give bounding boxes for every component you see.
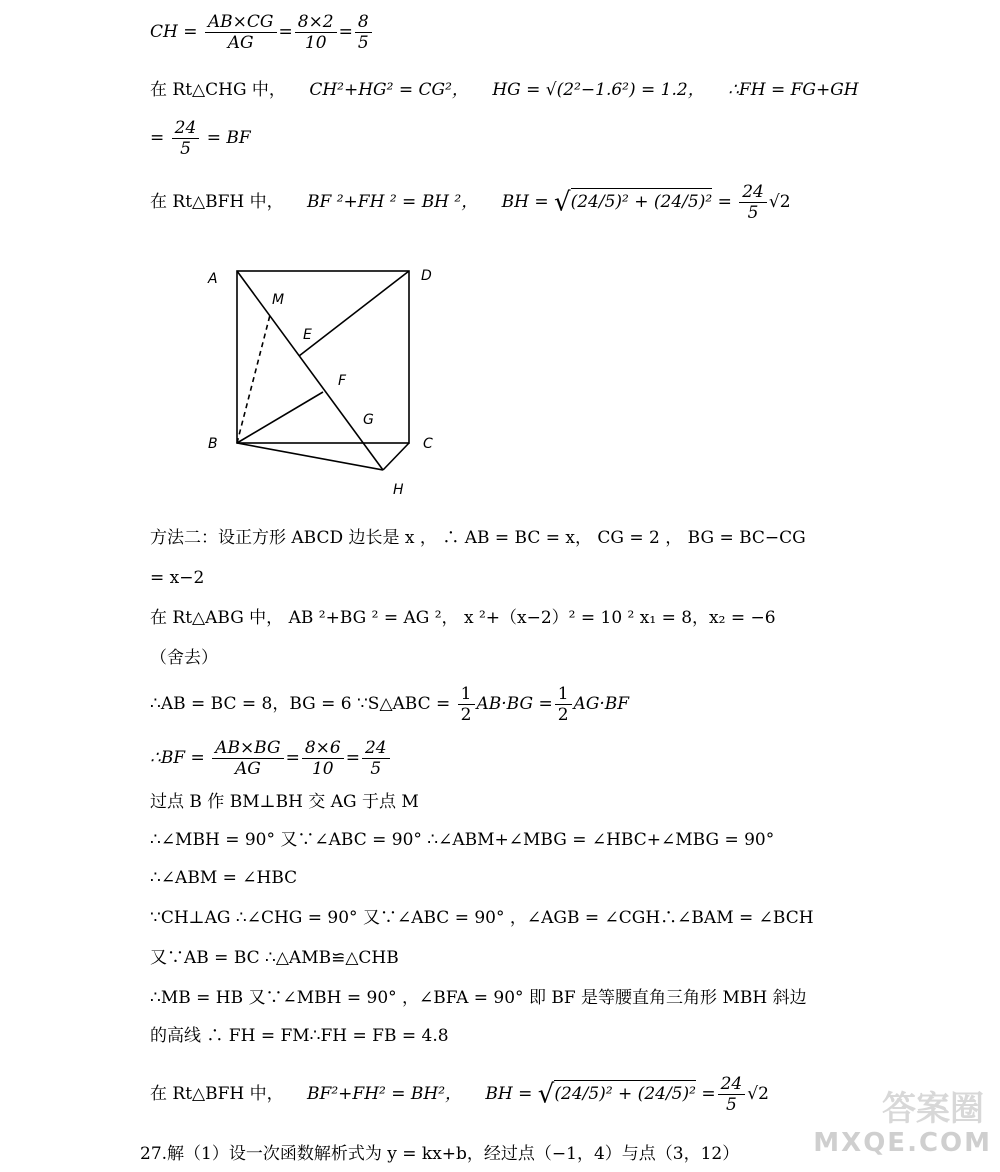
text-line: ∴MB = HB 又∵∠MBH = 90° ，∠BFA = 90° 即 BF 是等腰直角三角形 MBH 斜边 bbox=[150, 988, 807, 1008]
line-bm-dashed bbox=[237, 315, 270, 443]
text-line: 在 Rt△ABG 中， AB ²+BG ² = AG ²， x ²+（x−2）² = 10 ² x₁ = 8，x₂ = −6 bbox=[150, 608, 776, 628]
text: = bbox=[150, 128, 165, 148]
text-line: 又∵AB = BC ∴△AMB≌△CHB bbox=[150, 948, 399, 968]
formula-ch bbox=[150, 12, 374, 53]
text: 在 Rt△BFH 中， bbox=[150, 192, 284, 212]
numerator: AB×CG bbox=[205, 12, 277, 33]
text: √2 bbox=[747, 1084, 769, 1104]
radicand: (24/5)² + (24/5)² bbox=[571, 188, 713, 214]
text-line: ∴∠MBH = 90° 又∵∠ABC = 90° ∴∠ABM+∠MBG = ∠HBC+∠MBG = 90° bbox=[150, 830, 775, 850]
label-e: E bbox=[303, 327, 312, 343]
denominator: 10 bbox=[311, 759, 334, 779]
text: = bbox=[278, 22, 293, 42]
text: AB·BG = bbox=[476, 694, 553, 714]
numerator: 8 bbox=[355, 12, 372, 33]
denominator: 5 bbox=[726, 1095, 737, 1115]
fraction bbox=[295, 12, 337, 53]
line-ah bbox=[237, 271, 383, 470]
line-de bbox=[299, 271, 409, 356]
square-abcd bbox=[237, 271, 409, 443]
label-h: H bbox=[393, 482, 404, 498]
label-f: F bbox=[338, 373, 347, 389]
radicand: (24/5)² + (24/5)² bbox=[554, 1080, 696, 1106]
numerator: 8×6 bbox=[302, 738, 344, 759]
fraction bbox=[172, 118, 200, 159]
text: BH = bbox=[501, 192, 549, 212]
text-line bbox=[150, 684, 629, 725]
label-c: C bbox=[423, 436, 433, 452]
denominator: 5 bbox=[180, 139, 191, 159]
numerator: 24 bbox=[739, 182, 767, 203]
fraction bbox=[362, 738, 390, 779]
denominator: 5 bbox=[370, 759, 382, 779]
text-line: （舍去） bbox=[150, 648, 218, 668]
fraction bbox=[355, 12, 372, 53]
text-line: 过点 B 作 BM⊥BH 交 AG 于点 M bbox=[150, 792, 419, 812]
text: ∴AB = BC = 8，BG = 6 ∵S△ABC = bbox=[150, 694, 451, 714]
text-line bbox=[150, 738, 392, 779]
numerator: 1 bbox=[555, 684, 572, 705]
text: = bbox=[338, 22, 353, 42]
text-line bbox=[150, 118, 251, 159]
label-b: B bbox=[208, 436, 218, 452]
fraction bbox=[205, 12, 277, 53]
label-m: M bbox=[272, 292, 285, 308]
text: ∴BF = bbox=[150, 748, 205, 768]
text-line: 的高线 ∴ FH = FM∴FH = FB = 4.8 bbox=[150, 1026, 449, 1046]
text: BF ²+FH ² = BH ²， bbox=[307, 192, 479, 212]
denominator: AG bbox=[234, 759, 261, 779]
text: CH²+HG² = CG²， bbox=[309, 80, 469, 100]
text: 在 Rt△BFH 中， bbox=[150, 1084, 284, 1104]
text-line: ∴∠ABM = ∠HBC bbox=[150, 868, 298, 888]
text-line bbox=[150, 1074, 769, 1115]
label-a: A bbox=[208, 271, 218, 287]
text-line: 方法二：设正方形 ABCD 边长是 x ， ∴ AB = BC = x， CG = 2 ， BG = BC−CG bbox=[150, 528, 806, 548]
fraction bbox=[718, 1074, 746, 1115]
text: CH = bbox=[150, 22, 198, 42]
text: = bbox=[285, 748, 300, 768]
radical-sign: √ bbox=[537, 1079, 555, 1110]
text: = bbox=[345, 748, 360, 768]
numerator: 24 bbox=[718, 1074, 746, 1095]
text-line bbox=[150, 78, 859, 102]
radical-sign: √ bbox=[554, 187, 571, 218]
geometry-figure bbox=[195, 258, 455, 498]
numerator: 24 bbox=[172, 118, 200, 139]
watermark-logo: 答案圈 bbox=[882, 1089, 984, 1129]
denominator: AG bbox=[227, 33, 254, 53]
watermark-text: MXQE.COM bbox=[813, 1128, 992, 1158]
fraction bbox=[302, 738, 344, 779]
numerator: 8×2 bbox=[295, 12, 337, 33]
line-bf bbox=[237, 392, 323, 443]
text-line: ∵CH⊥AG ∴∠CHG = 90° 又∵∠ABC = 90° ，∠AGB = ∠CGH∴∠BAM = ∠BCH bbox=[150, 908, 814, 928]
text: √2 bbox=[768, 192, 791, 212]
fraction bbox=[458, 684, 475, 725]
label-d: D bbox=[421, 268, 432, 284]
text: HG = √(2²−1.6²) = 1.2， bbox=[492, 80, 705, 100]
denominator: 10 bbox=[304, 33, 327, 53]
numerator: AB×BG bbox=[212, 738, 283, 759]
denominator: 5 bbox=[747, 203, 759, 223]
text: 在 Rt△CHG 中， bbox=[150, 80, 286, 100]
text: = bbox=[701, 1084, 716, 1104]
denominator: 2 bbox=[460, 705, 472, 725]
numerator: 24 bbox=[362, 738, 390, 759]
text: ∴FH = FG+GH bbox=[728, 80, 859, 100]
denominator: 5 bbox=[357, 33, 369, 53]
fraction bbox=[212, 738, 283, 779]
text: = BF bbox=[206, 128, 251, 148]
text-line: = x−2 bbox=[150, 568, 205, 588]
text-line bbox=[150, 182, 791, 223]
fraction bbox=[739, 182, 767, 223]
text: BH = bbox=[485, 1084, 533, 1104]
numerator: 1 bbox=[458, 684, 475, 705]
denominator: 2 bbox=[557, 705, 569, 725]
label-g: G bbox=[363, 412, 374, 428]
line-bh bbox=[237, 443, 383, 470]
fraction bbox=[555, 684, 572, 725]
text: = bbox=[717, 192, 738, 212]
line-ch bbox=[383, 443, 409, 470]
text: BF²+FH² = BH²， bbox=[307, 1084, 463, 1104]
text-line: 27.解（1）设一次函数解析式为 y = kx+b，经过点（−1，4）与点（3，12） bbox=[140, 1144, 740, 1164]
text: AG·BF bbox=[573, 694, 630, 714]
